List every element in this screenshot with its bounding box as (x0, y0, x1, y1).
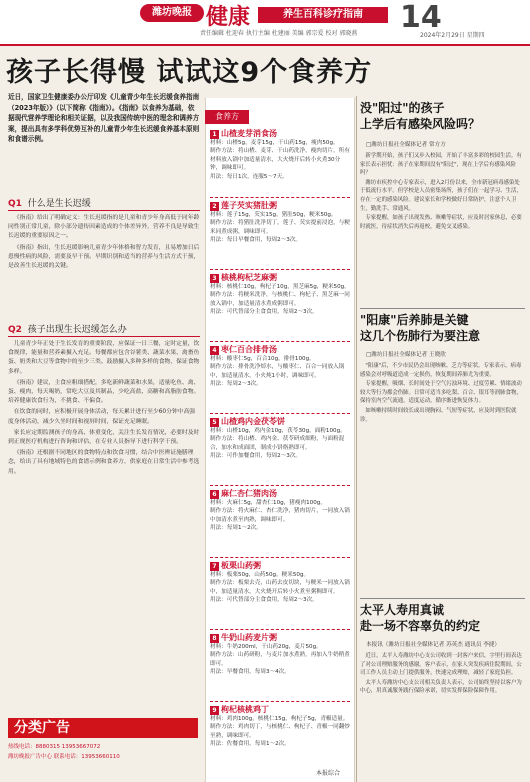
recipe-separator (210, 341, 350, 342)
recipe-materials: 材料：酸枣仁5g，百合10g，排骨100g。 (210, 356, 315, 362)
recipe-separator (210, 197, 350, 198)
column-divider (356, 96, 357, 782)
article-3-title: 太平人寿用真诚 赴一场不容辜负的约定 (360, 603, 481, 633)
main-headline: 孩子长得慢 试试这9个食养方 (6, 57, 373, 88)
recipe-title-row (210, 200, 350, 211)
recipe-method: 制作方法：山药研粉，与麦片加水煮熟，再加入牛奶稍煮即可。 (210, 652, 350, 667)
recipe-materials: 材料：莲子15g，芡实15g，猪肚50g，粳米50g。 (210, 212, 337, 218)
q2-label: Q2 (8, 325, 22, 335)
recipe-number: 5 (210, 418, 219, 427)
q1-body (8, 214, 200, 273)
recipe-title: 麻仁杏仁猪肉汤 (221, 489, 277, 498)
article-paragraph: 潍坊市疾控中心专家表示，进入2月份以来，全市新冠病毒感染处于低流行水平。但学校是人员密集场所，孩子们在一起学习、生活，存在一定的感染风险。建议家长和学校做好日常防护，注意个人卫生，勤洗手、常通风。 (360, 179, 522, 212)
recipe-method: 制作方法：将山楂、麦芽、干山药洗净，瘦肉切片，所有材料放入锅中加适量清水，大火烧开后转小火煮30分钟，调味即可。 (210, 148, 350, 172)
recipe-title: 板栗山药粥 (221, 561, 261, 570)
article-paragraph: 太平人寿潍坊中心支公司相关负责人表示，公司始终坚持以客户为中心，用真诚服务践行保险承诺，切实发挥保险保障作用。 (360, 679, 522, 695)
classified-ads-banner: 分类广告 (8, 718, 198, 738)
recipe-title-row (210, 488, 350, 499)
q1-heading (8, 196, 200, 211)
article-2-byline: □潍坊日报社全媒体记者 王晓欣 (366, 352, 446, 358)
recipe-title: 山楂麦芽消食汤 (221, 129, 277, 138)
recipe-materials: 材料：山楂10g，鸡内金10g，茯苓30g，面粉100g。 (210, 428, 346, 434)
article-separator (360, 598, 525, 599)
recipe-number: 1 (210, 130, 219, 139)
newspaper-logo: 潍坊晚报 (140, 4, 204, 22)
recipe-number: 7 (210, 562, 219, 571)
recipe-materials: 材料：鸡肉100g，核桃仁15g，枸杞子5g，青椒适量。 (210, 716, 349, 722)
q2-heading-text: 孩子出现生长迟缓怎么办 (27, 325, 127, 335)
q2-paragraph: 《指南》还根据不同地区的食物特点和饮食习惯，结合中医辨证施膳理念，给出了具有地域特色的食谱示例和食养方，供家庭在日常生活中参考选用。 (8, 450, 200, 475)
issue-date: 2024年2月29日 星期四 (420, 32, 485, 39)
recipe-separator (210, 701, 350, 702)
recipe-usage: 用法：每周1～2次。 (210, 525, 262, 532)
recipe-title: 核桃枸杞芝麻粥 (221, 273, 277, 282)
q2-paragraph: 家长应定期监测孩子的身高、体重变化，关注生长发育情况，必要时及时到正规医疗机构进行咨询和评估，在专业人员指导下进行科学干预。 (8, 429, 200, 446)
article-1-title: 没"阳过"的孩子 上学后有感染风险吗？ (360, 101, 481, 131)
article-3-byline: 本报讯（潍坊日报社全媒体记者 苏英杰 通讯员 李捷） (366, 642, 500, 648)
recipe-title: 山楂鸡内金茯苓饼 (221, 417, 285, 426)
section-name: 健康 (206, 5, 251, 30)
q2-paragraph: 在饮食的同时，应积极开展身体活动，每天累计进行至少60分钟中高强度身体活动，减少久坐时间和视屏时间，保证充足睡眠。 (8, 409, 196, 425)
recipe-item (210, 128, 350, 181)
recipe-number: 3 (210, 274, 219, 283)
recipe-title: 枸杞核桃鸡丁 (221, 705, 269, 714)
recipe-usage: 用法：每日1次，连服5～7天。 (210, 173, 288, 180)
recipe-title: 莲子芡实猪肚粥 (221, 201, 277, 210)
recipes-signature: 本报综合 (316, 770, 341, 777)
recipes-tag: 食养方 (205, 110, 249, 124)
recipe-item (210, 200, 350, 245)
recipe-method: 制作方法：排骨洗净焯水，与酸枣仁、百合一同放入锅中，加适量清水，小火炖1小时，调味即可。 (210, 364, 345, 379)
recipe-usage: 用法：每周2～3次。 (210, 381, 262, 388)
article-2-body (360, 362, 525, 425)
recipe-separator (210, 269, 350, 270)
recipe-usage: 用法：可代替部分主食食用，每周2～3次。 (210, 597, 318, 604)
recipe-usage: 用法：早餐食用，每周3～4次。 (210, 669, 290, 676)
article-paragraph: 近日，太平人寿潍坊中心支公司收到一封客户来信，字里行间表达了对公司理赔服务的感谢。客户表示，在家人突发疾病住院期间，公司工作人员主动上门提供服务，快速完成理赔，减轻了家庭负担。 (360, 653, 522, 677)
recipe-separator (210, 485, 350, 486)
recipe-usage: 用法：每日早餐食用，每周2～3次。 (210, 237, 302, 244)
recipe-materials: 材料：牛奶200ml，干山药20g，麦片50g。 (210, 644, 322, 650)
recipe-usage: 用法：佐餐食用，每周1～2次。 (210, 741, 290, 748)
recipe-item (210, 344, 350, 389)
q2-body (8, 340, 200, 479)
editor-credits: 责任编辑 杜迎春 执行主编 杜建丽 美编 郭宗爱 校对 郭晓燕 (200, 30, 358, 37)
recipe-title-row (210, 632, 350, 643)
q1-label: Q1 (8, 199, 22, 209)
recipe-method: 制作方法：鸡肉切丁，与核桃仁、枸杞子、青椒一同翻炒至熟，调味即可。 (210, 724, 350, 739)
recipe-method: 制作方法：将山楂、鸡内金、茯苓研成细粉，与面粉混合，加水和成面团，制成小饼烙熟即可。 (210, 436, 345, 451)
recipe-number: 4 (210, 346, 219, 355)
recipe-number: 8 (210, 634, 219, 643)
q2-heading (8, 322, 200, 337)
lead-paragraph: 近日，国家卫生健康委办公厅印发《儿童青少年生长迟缓食养指南（2023年版）》（以下简称《指南》）。《指南》以食养为基础，依据现代营养学理论和相关证据，以及我国传统中医的理念和调养方案，提出具有多学科优势互补的儿童青少年生长迟缓食养基本原则和食谱示例。 (8, 93, 200, 143)
recipe-usage: 用法：可代替部分主食食用，每周2～3次。 (210, 309, 318, 316)
q1-paragraph: 《指南》指出，生长迟缓影响儿童青少年体格和智力发育，且易增加日后患慢性病的风险，需要及早干预。早期识别和适当的营养与生活方式干预，是改善生长迟缓的关键。 (8, 244, 200, 270)
article-paragraph: 专家提醒，吸烟、长时间处于空气污浊环境、过度劳累、情绪波动较大等行为都会伤肺。日常可适当多吃梨、百合、银耳等润肺食物，保持室内空气流通，适度运动，循序渐进恢复体力。 (360, 381, 522, 405)
article-paragraph: 新学期开始，孩子们又步入校园，开始了丰富多彩的校园生活。有家长表示担忧：孩子在家期间没有"阳过"，现在上学后有感染风险吗？ (360, 153, 522, 177)
section-banner: 养生百科诊疗指南 (258, 7, 388, 23)
recipe-number: 9 (210, 706, 219, 715)
recipe-materials: 材料：核桃仁10g，枸杞子10g，黑芝麻5g，粳米50g。 (210, 284, 350, 290)
ads-address: 潍坊晚报广告中心 联系电话：13953660110 (8, 754, 120, 760)
q2-paragraph: 儿童青少年正处于生长发育的重要阶段，应保证一日三餐，定时定量，饮食规律，能量和营养素摄入充足。每餐都应包含谷薯类、蔬菜水果、禽畜鱼蛋、奶类和大豆等食物中的至少三类。鼓励摄入多种多样的食物，保证食物多样。 (8, 341, 200, 375)
recipe-method: 制作方法：将粳米洗净，与核桃仁、枸杞子、黑芝麻一同放入锅中，加适量清水煮成粥即可。 (210, 292, 350, 307)
recipe-number: 6 (210, 490, 219, 499)
recipe-number: 2 (210, 202, 219, 211)
article-separator (360, 308, 525, 309)
article-1-body (360, 152, 525, 232)
recipe-title: 枣仁百合排骨汤 (221, 345, 277, 354)
q1-paragraph: 《指南》给出了明确定义：生长迟缓指的是儿童和青少年身高低于同年龄同性别正常儿童，除小部分遗传因素造成的个体差异外，营养不良是导致生长迟缓的重要原因之一。 (8, 215, 200, 240)
recipe-title-row (210, 272, 350, 283)
recipe-item (210, 416, 350, 461)
recipe-title-row (210, 416, 350, 427)
article-paragraph: 如咳嗽持续时间较长或出现胸闷、气短等症状，应及时到医院就诊。 (360, 407, 517, 423)
article-3-body (360, 652, 525, 697)
article-1-byline: □潍坊日报社全媒体记者 常方方 (366, 142, 446, 148)
recipe-item (210, 560, 350, 605)
page-number: 14 (400, 0, 442, 35)
recipe-materials: 材料：火麻仁5g，甜杏仁10g，猪瘦肉100g。 (210, 500, 326, 506)
recipe-separator (210, 413, 350, 414)
q1-heading-text: 什么是生长迟缓 (27, 199, 91, 209)
recipe-usage: 用法：可作加餐食用，每周2～3次。 (210, 453, 302, 460)
page-header (0, 0, 530, 46)
recipe-item (210, 272, 350, 317)
recipe-separator (210, 557, 350, 558)
article-paragraph: "阳康"后，不少市民仍会出现咳嗽、乏力等症状。专家表示，病毒感染会对呼吸道造成一定损伤，恢复期间养肺尤为重要。 (360, 363, 522, 378)
recipe-title-row (210, 704, 350, 715)
recipe-method: 制作方法：将火麻仁、杏仁洗净，猪肉切片，一同放入锅中加清水煮至肉熟，调味即可。 (210, 508, 350, 523)
ads-phone: 热线电话：8880315 13953667072 (8, 744, 101, 750)
recipe-method: 制作方法：将猪肚洗净切丁，莲子、芡实提前浸泡，与粳米同煮成粥，调味即可。 (210, 220, 350, 235)
recipe-title-row (210, 560, 350, 571)
recipe-separator (210, 629, 350, 630)
article-2-title: "阳康"后养肺是关键 这几个伤肺行为要注意 (360, 313, 481, 343)
recipe-title-row (210, 128, 350, 139)
recipe-title-row (210, 344, 350, 355)
recipe-item (210, 704, 350, 749)
recipe-materials: 材料：山楂5g，麦芽15g，干山药15g，瘦肉50g。 (210, 140, 339, 146)
recipe-materials: 材料：板栗50g，山药50g，粳米50g。 (210, 572, 310, 578)
q2-paragraph: 《指南》建议，主食应粗细搭配，多吃新鲜蔬菜和水果，适量吃鱼、禽、蛋、瘦肉，每天喝奶，常吃大豆及其制品，少吃高盐、高糖和高脂肪食物。培养健康饮食行为，不挑食、不偏食。 (8, 379, 200, 405)
recipe-item (210, 632, 350, 677)
recipe-item (210, 488, 350, 533)
recipe-title: 牛奶山药麦片粥 (221, 633, 277, 642)
recipe-method: 制作方法：板栗去壳，山药去皮切块，与粳米一同放入锅中，加适量清水，大火烧开后转小火煮至粥稠即可。 (210, 580, 350, 595)
article-paragraph: 专家提醒，如孩子出现发热、咳嗽等症状，应及时居家休息，必要时就医，待症状消失后再返校，避免交叉感染。 (360, 215, 522, 230)
